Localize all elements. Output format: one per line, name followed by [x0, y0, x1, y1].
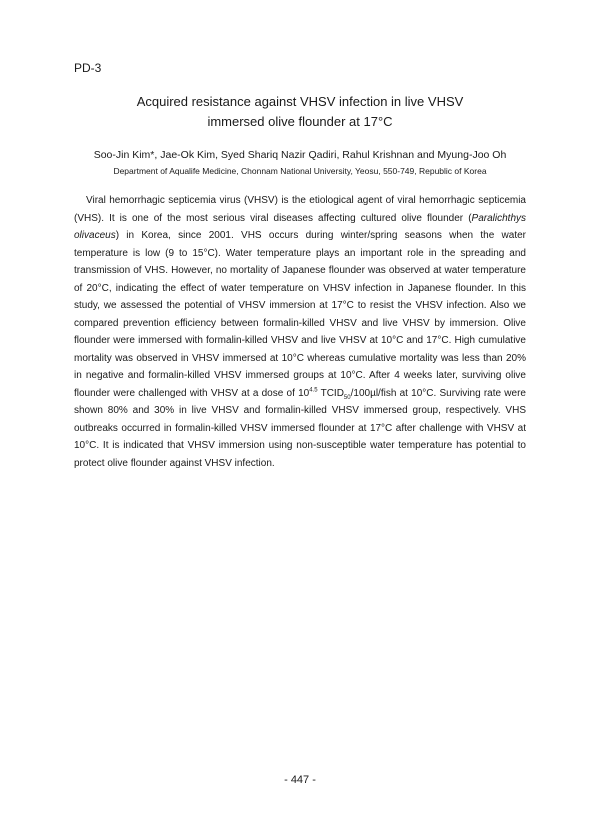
species-name: Paralichthys olivaceus [74, 212, 526, 241]
abstract-text-3: TCID [317, 387, 344, 399]
title-line-2: immersed olive flounder at 17°C [207, 114, 393, 129]
page-number: - 447 - [284, 774, 316, 786]
abstract-text-4: /100µl/fish at 10°C. Surviving rate were shown 80% and 30% in live VHSV and formalin-killed VHSV immersed group, respectively. VHS outbreaks occurred in formalin-killed VHSV immersed flounder at 17°C after challenge with VHSV at 10°C. It is indicated that VHSV immersion using non-susceptible water temperature has potential to protect olive flounder against VHSV infection. [74, 387, 526, 469]
abstract-body [74, 192, 526, 472]
tcid-subscript: 50 [343, 394, 351, 401]
author-list: Soo-Jin Kim*, Jae-Ok Kim, Syed Shariq Nazir Qadiri, Rahul Krishnan and Myung-Joo Oh [93, 149, 507, 161]
session-code: PD-3 [74, 61, 102, 75]
abstract-text-1: Viral hemorrhagic septicemia virus (VHSV) is the etiological agent of viral hemorrhagic septicemia (VHS). It is one of the most serious viral diseases affecting cultured olive flounder ( [74, 195, 526, 224]
affiliation: Department of Aqualife Medicine, Chonnam National University, Yeosu, 550-749, Republic of Korea [113, 166, 487, 176]
paper-title [60, 92, 540, 132]
dose-exponent: 4.5 [309, 387, 318, 394]
title-line-1: Acquired resistance against VHSV infection in live VHSV [136, 94, 464, 109]
abstract-text-2: ) in Korea, since 2001. VHS occurs during winter/spring seasons when the water temperature is low (9 to 15°C). Water temperature plays an important role in the spreading and transmission of VHS. However, no mortality of Japanese flounder was observed at water temperature of 20°C, indicating the effect of water temperature on VHSV infection in Japanese flounder. In this study, we assessed the potential of VHSV immersion at 17°C to resist the VHSV infection. Also we compared prevention efficiency between formalin-killed VHSV and live VHSV by immersion. Olive flounder were immersed with formalin-killed VHSV and live VHSV at 10°C and 17°C. High cumulative mortality was observed in VHSV immersed at 10°C whereas cumulative mortality was less than 20% in negative and formalin-killed VHSV immersed groups at 10°C. After 4 weeks later, surviving olive flounder were challenged with VHSV at a dose of 10 [74, 230, 526, 399]
